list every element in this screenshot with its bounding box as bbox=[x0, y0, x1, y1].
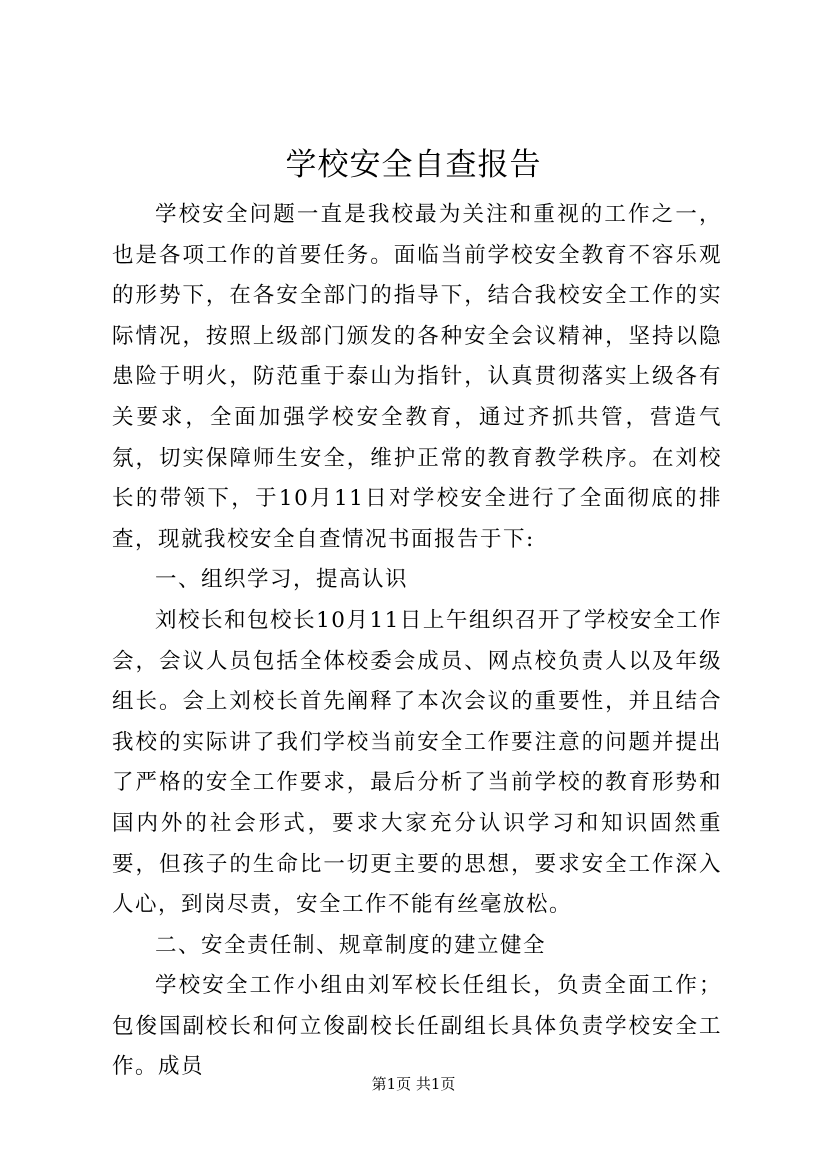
section-1-paragraph: 刘校长和包校长10月11日上午组织召开了学校安全工作会，会议人员包括全体校委会成员、网点校负责人以及年级组长。会上刘校长首先阐释了本次会议的重要性，并且结合我校的实际讲了我们学校当前安全工作要注意的问题并提出了严格的安全工作要求，最后分析了当前学校的教育形势和国内外的社会形式，要求大家充分认识学习和知识固然重要，但孩子的生命比一切更主要的思想，要求安全工作深入人心，到岗尽责，安全工作不能有丝毫放松。 bbox=[112, 607, 722, 918]
section-heading-1: 一、组织学习，提高认识 bbox=[155, 567, 409, 593]
intro-paragraph: 学校安全问题一直是我校最为关注和重视的工作之一，也是各项工作的首要任务。面临当前学校安全教育不容乐观的形势下，在各安全部门的指导下，结合我校安全工作的实际情况，按照上级部门颁发的各种安全会议精神，坚持以隐患险于明火，防范重于泰山为指针，认真贯彻落实上级各有关要求，全面加强学校安全教育，通过齐抓共管，营造气氛，切实保障师生安全，维护正常的教育教学秩序。在刘校长的带领下，于10月11日对学校安全进行了全面彻底的排查，现就我校安全自查情况书面报告于下: bbox=[112, 202, 722, 552]
page-footer: 第1页 共1页 bbox=[371, 1075, 456, 1093]
section-2-paragraph: 学校安全工作小组由刘军校长任组长，负责全面工作；包俊国副校长和何立俊副校长任副组长具体负责学校安全工作。成员 bbox=[112, 973, 722, 1080]
document-body bbox=[112, 195, 722, 1088]
document-title: 学校安全自查报告 bbox=[285, 147, 542, 183]
section-heading-2: 二、安全责任制、规章制度的建立健全 bbox=[155, 932, 547, 958]
